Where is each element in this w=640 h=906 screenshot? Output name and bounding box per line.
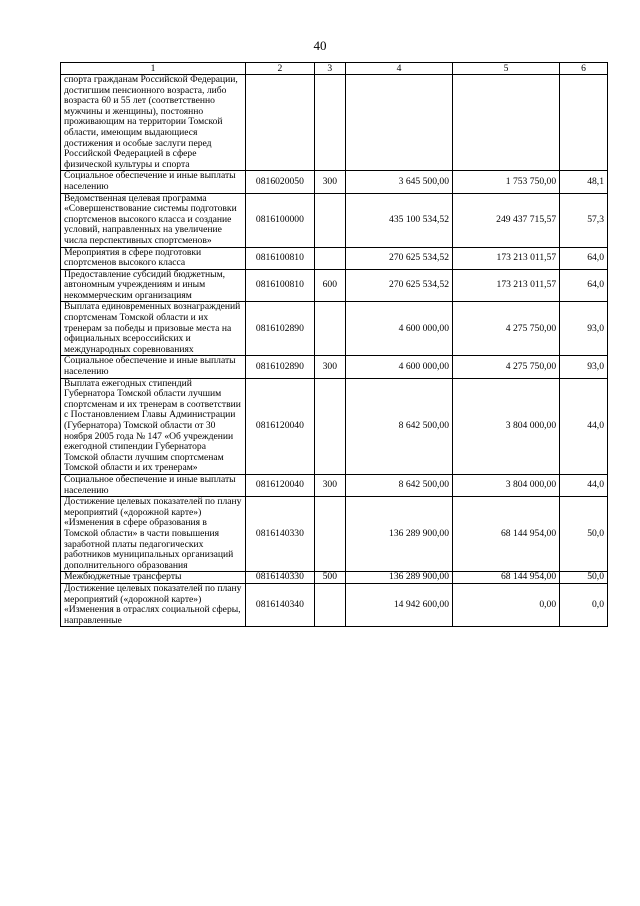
row-name-cell: Межбюджетные трансферты <box>61 572 246 584</box>
row-name-cell: Предоставление субсидий бюджетным, автономным учреждениям и иным некоммерческим организациям <box>61 269 246 302</box>
row-code-cell <box>246 75 315 171</box>
header-col-3: 3 <box>314 63 345 75</box>
table-row <box>61 269 608 302</box>
row-name-cell: Выплата ежегодных стипендий Губернатора Томской области лучшим спортсменам и их тренерам в соответствии с Постановлением Главы Администрации (Губернатора) Томской области от 30 ноября 2005 года № 147 «Об учреждении ежегодной стипендии Губернатора Томской области лучшим спортсменам Томской области и их тренерам» <box>61 378 246 474</box>
row-code-cell: 0816102890 <box>246 356 315 378</box>
table-row <box>61 193 608 247</box>
row-percent-cell: 50,0 <box>560 572 608 584</box>
row-percent-cell: 44,0 <box>560 378 608 474</box>
row-fact-cell: 68 144 954,00 <box>453 497 560 572</box>
row-type-cell <box>314 75 345 171</box>
table-row <box>61 378 608 474</box>
row-code-cell: 0816100810 <box>246 269 315 302</box>
row-name-cell: Достижение целевых показателей по плану мероприятий («дорожной карте») «Изменения в отраслях социальной сферы, направленные <box>61 583 246 626</box>
row-percent-cell: 93,0 <box>560 356 608 378</box>
row-type-cell <box>314 378 345 474</box>
row-code-cell: 0816140330 <box>246 572 315 584</box>
row-fact-cell: 173 213 011,57 <box>453 269 560 302</box>
row-percent-cell: 44,0 <box>560 474 608 496</box>
row-name-cell: Мероприятия в сфере подготовки спортсменов высокого класса <box>61 247 246 269</box>
row-code-cell: 0816120040 <box>246 474 315 496</box>
header-col-5: 5 <box>453 63 560 75</box>
table-row <box>61 572 608 584</box>
header-col-1: 1 <box>61 63 246 75</box>
row-percent-cell: 0,0 <box>560 583 608 626</box>
row-plan-cell: 3 645 500,00 <box>345 171 452 193</box>
row-name-cell: Социальное обеспечение и иные выплаты населению <box>61 474 246 496</box>
row-fact-cell: 3 804 000,00 <box>453 378 560 474</box>
row-percent-cell: 64,0 <box>560 269 608 302</box>
row-code-cell: 0816140340 <box>246 583 315 626</box>
row-fact-cell: 0,00 <box>453 583 560 626</box>
row-type-cell <box>314 247 345 269</box>
row-fact-cell: 249 437 715,57 <box>453 193 560 247</box>
row-plan-cell <box>345 75 452 171</box>
page-number: 40 <box>313 38 327 53</box>
table-row <box>61 247 608 269</box>
row-plan-cell: 435 100 534,52 <box>345 193 452 247</box>
row-type-cell: 300 <box>314 171 345 193</box>
table-row <box>61 171 608 193</box>
row-code-cell: 0816102890 <box>246 302 315 356</box>
row-percent-cell: 48,1 <box>560 171 608 193</box>
row-plan-cell: 8 642 500,00 <box>345 474 452 496</box>
row-fact-cell: 68 144 954,00 <box>453 572 560 584</box>
row-fact-cell: 4 275 750,00 <box>453 302 560 356</box>
table-row <box>61 497 608 572</box>
row-name-cell: Социальное обеспечение и иные выплаты населению <box>61 171 246 193</box>
table-body <box>61 75 608 627</box>
table-row <box>61 356 608 378</box>
row-percent-cell <box>560 75 608 171</box>
row-plan-cell: 14 942 600,00 <box>345 583 452 626</box>
row-fact-cell <box>453 75 560 171</box>
row-type-cell: 300 <box>314 474 345 496</box>
row-fact-cell: 4 275 750,00 <box>453 356 560 378</box>
row-code-cell: 0816140330 <box>246 497 315 572</box>
row-fact-cell: 173 213 011,57 <box>453 247 560 269</box>
row-type-cell <box>314 583 345 626</box>
row-type-cell <box>314 193 345 247</box>
row-plan-cell: 4 600 000,00 <box>345 302 452 356</box>
row-percent-cell: 64,0 <box>560 247 608 269</box>
row-name-cell: Ведомственная целевая программа «Совершенствование системы подготовки спортсменов высокого класса и создание условий, направленных на увеличение числа перспективных спортсменов» <box>61 193 246 247</box>
row-percent-cell: 93,0 <box>560 302 608 356</box>
row-percent-cell: 57,3 <box>560 193 608 247</box>
row-code-cell: 0816100810 <box>246 247 315 269</box>
row-name-cell: спорта гражданам Российской Федерации, достигшим пенсионного возраста, либо возраста 60 и 55 лет (соответственно мужчины и женщины), постоянно проживающим на территории Томской области, имеющим выдающиеся достижения и особые заслуги перед Российской Федерацией в сфере физической культуры и спорта <box>61 75 246 171</box>
row-name-cell: Социальное обеспечение и иные выплаты населению <box>61 356 246 378</box>
row-name-cell: Выплата единовременных вознаграждений спортсменам Томской области и их тренерам за победы и призовые места на официальных всероссийских и международных соревнованиях <box>61 302 246 356</box>
row-fact-cell: 1 753 750,00 <box>453 171 560 193</box>
row-plan-cell: 270 625 534,52 <box>345 269 452 302</box>
header-row <box>61 63 608 75</box>
row-fact-cell: 3 804 000,00 <box>453 474 560 496</box>
table-row <box>61 474 608 496</box>
row-type-cell <box>314 302 345 356</box>
table-row <box>61 583 608 626</box>
header-col-2: 2 <box>246 63 315 75</box>
row-type-cell: 300 <box>314 356 345 378</box>
row-code-cell: 0816100000 <box>246 193 315 247</box>
row-plan-cell: 4 600 000,00 <box>345 356 452 378</box>
row-name-cell: Достижение целевых показателей по плану мероприятий («дорожной карте») «Изменения в сфере образования в Томской области» в части повышения заработной платы педагогических работников муниципальных организаций дополнительного образования <box>61 497 246 572</box>
table-row <box>61 302 608 356</box>
header-col-4: 4 <box>345 63 452 75</box>
header-col-6: 6 <box>560 63 608 75</box>
row-percent-cell: 50,0 <box>560 497 608 572</box>
row-plan-cell: 136 289 900,00 <box>345 497 452 572</box>
budget-table <box>60 62 608 627</box>
row-plan-cell: 270 625 534,52 <box>345 247 452 269</box>
row-code-cell: 0816120040 <box>246 378 315 474</box>
row-plan-cell: 8 642 500,00 <box>345 378 452 474</box>
row-type-cell <box>314 497 345 572</box>
row-plan-cell: 136 289 900,00 <box>345 572 452 584</box>
row-type-cell: 600 <box>314 269 345 302</box>
row-code-cell: 0816020050 <box>246 171 315 193</box>
table-row <box>61 75 608 171</box>
row-type-cell: 500 <box>314 572 345 584</box>
